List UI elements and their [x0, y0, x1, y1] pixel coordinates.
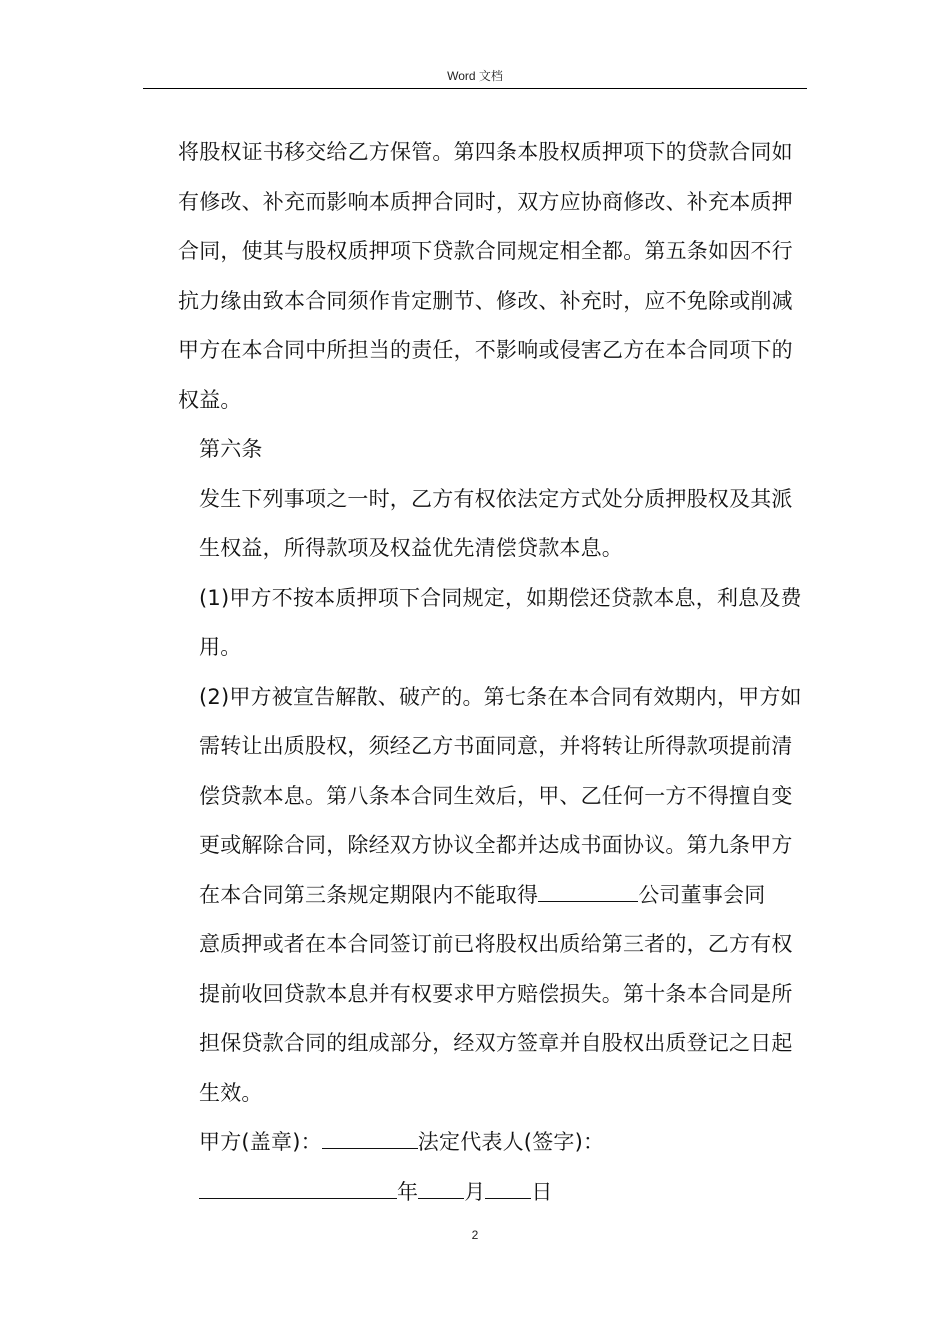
header-rule [143, 88, 807, 89]
date-day-blank [485, 1178, 531, 1199]
party-a-label: 甲方(盖章)： [199, 1130, 322, 1154]
list-item-1: (1)甲方不按本质押项下合同规定，如期偿还贷款本息，利息及费用。 [199, 585, 802, 659]
date-year-label: 年 [397, 1179, 419, 1204]
party-a-seal-blank [322, 1128, 418, 1149]
list-item-2 [178, 673, 808, 921]
article-6-heading: 第六条 [199, 437, 263, 461]
document-body [178, 128, 808, 1217]
date-line [178, 1168, 808, 1218]
page-header: Word 文档 [447, 69, 503, 83]
date-day-label: 日 [531, 1179, 553, 1204]
legal-rep-label: 法定代表人(签字)： [417, 1130, 605, 1154]
signature-line [178, 1118, 808, 1168]
date-month-label: 月 [464, 1179, 486, 1204]
date-prefix-blank [199, 1178, 397, 1199]
page-number: 2 [471, 1228, 479, 1242]
company-name-blank [538, 881, 638, 902]
paragraph-articles-4-5: 将股权证书移交给乙方保管。第四条本股权质押项下的贷款合同如有修改、补充而影响本质押合同时，双方应协商修改、补充本质押合同，使其与股权质押项下贷款合同规定相全都。第五条如因不行抗力缘由致本合同须作肯定删节、修改、补充时，应不免除或削减甲方在本合同中所担当的责任，不影响或侵害乙方在本合同项下的权益。 [178, 140, 793, 412]
paragraph-article-6: 发生下列事项之一时，乙方有权依法定方式处分质押股权及其派生权益，所得款项及权益优先清偿贷款本息。 [199, 486, 793, 560]
list-item-2-tail: 公司董事会同 [638, 882, 766, 907]
list-item-2-text: (2)甲方被宣告解散、破产的。第七条在本合同有效期内，甲方如需转让出质股权，须经乙方书面同意，并将转让所得款项提前清偿贷款本息。第八条本合同生效后，甲、乙任何一方不得擅自变更或解除合同，除经双方协议全都并达成书面协议。第九条甲方在本合同第三条规定期限内不能取得 [199, 684, 802, 907]
paragraph-articles-9-10: 意质押或者在本合同签订前已将股权出质给第三者的，乙方有权提前收回贷款本息并有权要求甲方赔偿损失。第十条本合同是所担保贷款合同的组成部分，经双方签章并自股权出质登记之日起生效。 [199, 932, 793, 1105]
date-month-blank [418, 1178, 464, 1199]
